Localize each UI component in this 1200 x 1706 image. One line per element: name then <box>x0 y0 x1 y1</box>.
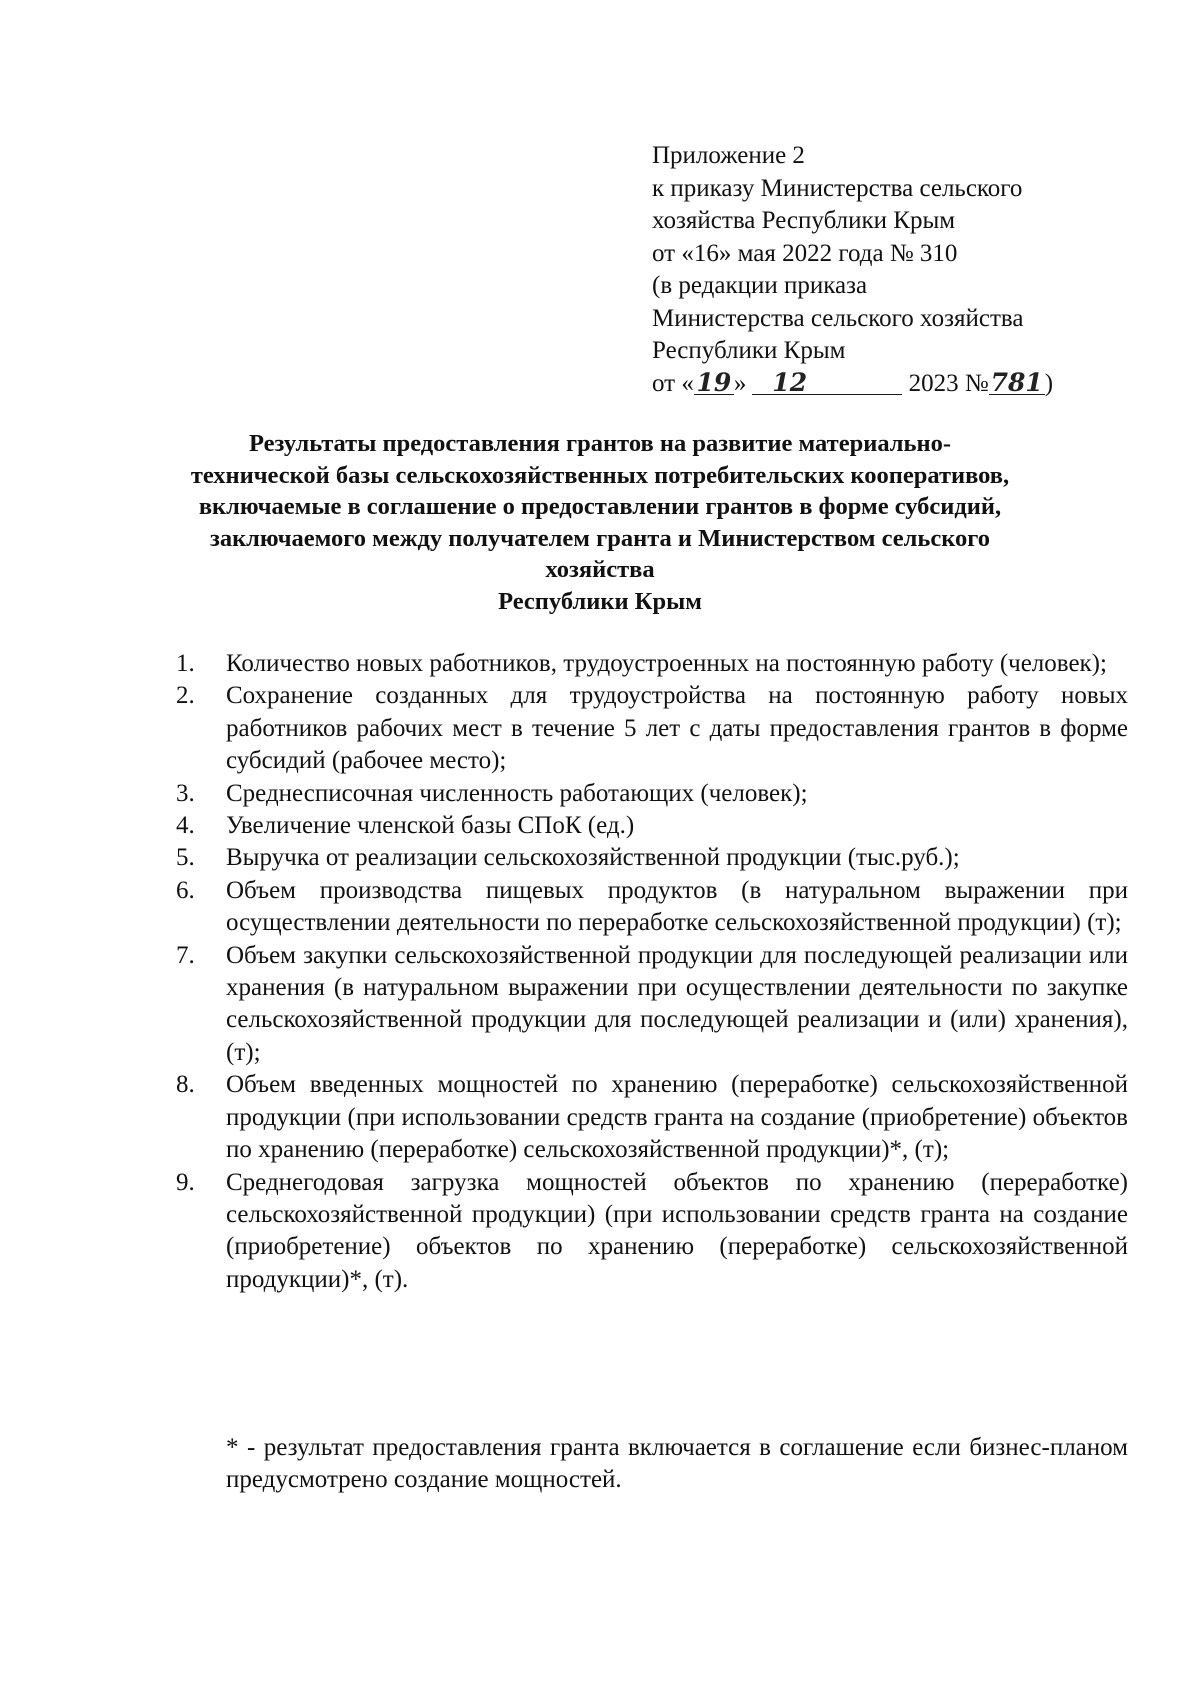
title-line: хозяйства <box>545 556 655 583</box>
list-item <box>176 648 1128 680</box>
header-line: к приказу Министерства сельского <box>652 174 1023 202</box>
item-text: Количество новых работников, трудоустроенных на постоянную работу (человек); <box>226 650 1107 677</box>
title-line: Республики Крым <box>498 587 702 615</box>
item-number: 7. <box>176 941 195 969</box>
header-line: Министерства сельского хозяйства <box>652 304 1024 332</box>
item-number: 1. <box>176 650 195 677</box>
item-text: Объем производства пищевых продуктов (в натуральном выражении при осуществлении деятельности по переработке сельскохозяйственной продукции) (т); <box>226 876 1128 937</box>
header-line: Республики Крым <box>652 337 846 364</box>
header-date-line <box>652 368 1122 401</box>
item-text: Среднегодовая загрузка мощностей объектов по хранению (переработке) сельскохозяйственной продукции) (при использовании средств гранта на создание (приобретение) объектов по хранению (переработке) сельскохозяйственной продукции)*, (т). <box>226 1168 1128 1293</box>
results-list <box>176 648 1128 1296</box>
footnote: * - результат предоставления гранта включается в соглашение если бизнес-планом предусмотрено создание мощностей. <box>226 1434 1128 1494</box>
title-line: технической базы сельскохозяйственных потребительских кооперативов, <box>190 461 1010 489</box>
item-number: 6. <box>176 876 195 904</box>
item-text: Сохранение созданных для трудоустройства на постоянную работу новых работников рабочих мест в течение 5 лет с даты предоставления грантов в форме субсидий (рабочее место); <box>226 682 1128 775</box>
handwritten-day: 19 <box>694 372 734 395</box>
date-quote-close: » <box>733 369 747 397</box>
title-line: Результаты предоставления грантов на развитие материально- <box>248 430 952 457</box>
header-line: от «16» мая 2022 года № 310 <box>652 239 958 267</box>
title-line: включаемые в соглашение о предоставлении грантов в форме субсидий, <box>198 493 1002 520</box>
item-number: 4. <box>176 812 195 840</box>
appendix-header <box>652 140 1122 400</box>
date-suffix: ) <box>1044 369 1054 397</box>
item-number: 8. <box>176 1071 195 1099</box>
list-item <box>176 875 1128 940</box>
item-text: Увеличение членской базы СПоК (ед.) <box>226 812 635 840</box>
header-line: хозяйства Республики Крым <box>652 207 956 234</box>
list-item <box>176 680 1128 777</box>
item-text: Объем введенных мощностей по хранению (переработке) сельскохозяйственной продукции (при использовании средств гранта на создание (приобретение) объектов по хранению (переработке) сельскохозяйственной продукции)*, (т); <box>226 1071 1128 1164</box>
title-line: заключаемого между получателем гранта и Министерством сельского <box>209 524 991 552</box>
list-item <box>176 810 1128 842</box>
date-prefix: от « <box>652 369 694 397</box>
header-line: Приложение 2 <box>652 142 805 169</box>
handwritten-month: 12 <box>752 372 902 395</box>
list-item <box>176 778 1128 810</box>
item-number: 5. <box>176 844 195 872</box>
list-item <box>176 940 1128 1070</box>
item-number: 9. <box>176 1168 195 1196</box>
item-text: Выручка от реализации сельскохозяйственной продукции (тыс.руб.); <box>226 844 960 872</box>
list-item <box>176 842 1128 874</box>
item-number: 3. <box>176 779 195 807</box>
item-text: Объем закупки сельскохозяйственной продукции для последующей реализации или хранения (в натуральном выражении при осуществлении деятельности по закупке сельскохозяйственной продукции для последующей реализации и (или) хранения), (т); <box>226 941 1128 1066</box>
date-year: 2023 № <box>908 369 989 397</box>
item-number: 2. <box>176 682 195 710</box>
handwritten-order-number: 781 <box>990 367 1043 397</box>
header-line: (в редакции приказа <box>652 272 868 299</box>
document-title <box>150 428 1050 617</box>
item-text: Среднесписочная численность работающих (человек); <box>226 779 808 807</box>
list-item <box>176 1069 1128 1166</box>
list-item <box>176 1167 1128 1297</box>
